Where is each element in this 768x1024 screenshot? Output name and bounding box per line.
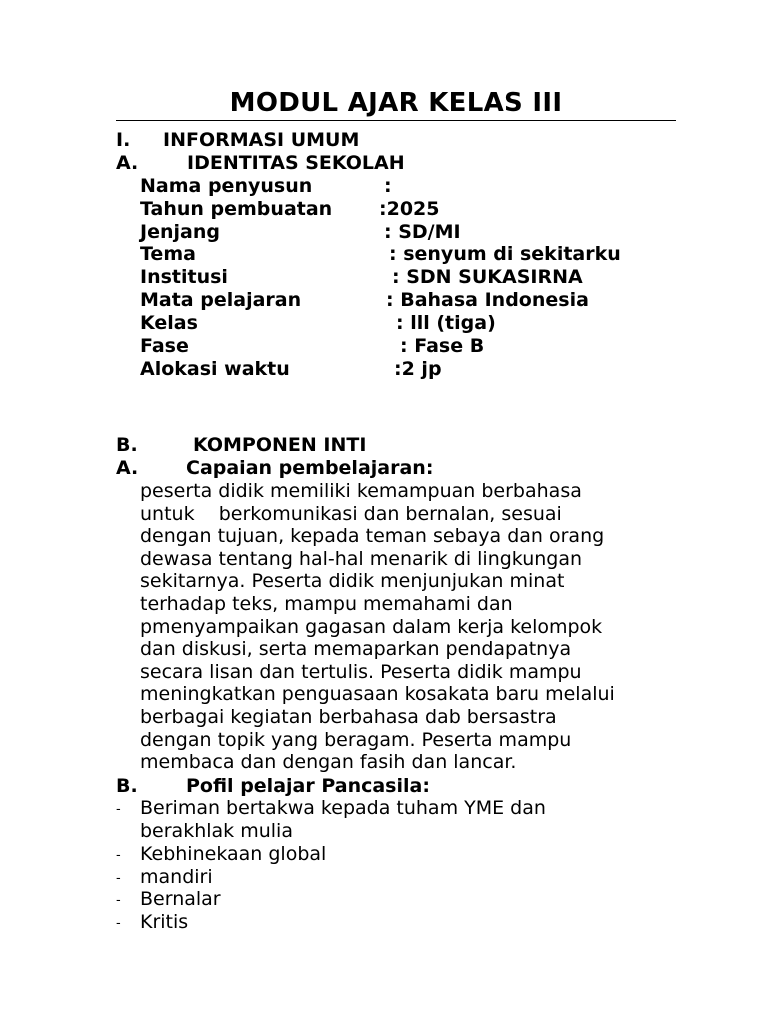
subsection-number: A. (116, 152, 139, 174)
identity-label: Alokasi waktu (140, 358, 290, 380)
paragraph-line: membaca dan dengan fasih dan lancar. (140, 751, 517, 774)
bullet-marker: - (116, 893, 121, 908)
paragraph-line: pmenyampaikan gagasan dalam kerja kelompok (140, 615, 603, 638)
paragraph-line: dewasa tentang hal-hal menarik di lingkungan (140, 547, 583, 570)
paragraph-line: meningkatkan penguasaan kosakata baru melalui (140, 683, 615, 706)
profil-item-continuation: berakhlak mulia (140, 820, 293, 842)
subsection-heading-identitas-sekolah: IDENTITAS SEKOLAH (187, 152, 405, 174)
identity-value: : Fase B (400, 335, 485, 357)
identity-value: :2 jp (394, 358, 442, 380)
identity-label: Nama penyusun (140, 175, 313, 197)
identity-value: :2025 (379, 198, 440, 220)
identity-value: : SDN SUKASIRNA (392, 266, 583, 288)
paragraph-line: dan diskusi, serta memaparkan pendapatnya (140, 638, 572, 661)
identity-label: Jenjang (140, 221, 220, 243)
section-number: B. (116, 434, 138, 456)
paragraph-line: terhadap teks, mampu memahami dan (140, 592, 513, 615)
paragraph-line: berbagai kegiatan berbahasa dab bersastra (140, 705, 557, 728)
identity-value: : Bahasa Indonesia (386, 289, 589, 311)
bullet-marker: - (116, 802, 121, 817)
subsection-heading-capaian: Capaian pembelajaran: (186, 457, 434, 479)
document-title: MODUL AJAR KELAS III (229, 88, 563, 118)
paragraph-line: dengan tujuan, kepada teman sebaya dan orang (140, 525, 605, 548)
profil-item: Kritis (140, 911, 189, 933)
paragraph-line: sekitarnya. Peserta didik menjunjukan minat (140, 570, 565, 593)
bullet-marker: - (116, 916, 121, 931)
title-divider (116, 120, 676, 121)
section-heading-komponen-inti: KOMPONEN INTI (193, 434, 367, 456)
identity-value: : SD/MI (384, 221, 461, 243)
section-number: I. (116, 129, 131, 151)
subsection-heading-profil: Pofil pelajar Pancasila: (186, 775, 430, 797)
paragraph-line: peserta didik memiliki kemampuan berbahasa (140, 480, 582, 502)
profil-item: Bernalar (140, 888, 221, 910)
identity-label: Tahun pembuatan (140, 198, 333, 220)
profil-item: Kebhinekaan global (140, 843, 327, 865)
profil-item: Beriman bertakwa kepada tuham YME dan (140, 797, 546, 819)
identity-value: : lll (tiga) (396, 312, 496, 334)
subsection-number: B. (116, 775, 138, 797)
paragraph-line: secara lisan dan tertulis. Peserta didik mampu (140, 660, 582, 683)
identity-label: Tema (140, 243, 196, 265)
identity-label: Fase (140, 335, 189, 357)
identity-label: Mata pelajaran (140, 289, 302, 311)
paragraph-line: untuk berkomunikasi dan bernalan, sesuai (140, 502, 562, 525)
bullet-marker: - (116, 848, 121, 863)
identity-value: : (384, 175, 392, 197)
identity-label: Kelas (140, 312, 198, 334)
paragraph-line: dengan topik yang beragam. Peserta mampu (140, 728, 572, 751)
identity-value: : senyum di sekitarku (389, 243, 621, 265)
capaian-paragraph (140, 480, 670, 774)
identity-label: Institusi (140, 266, 228, 288)
subsection-number: A. (116, 457, 139, 479)
profil-item: mandiri (140, 866, 213, 888)
bullet-marker: - (116, 871, 121, 886)
section-heading-informasi-umum: INFORMASI UMUM (163, 129, 360, 151)
